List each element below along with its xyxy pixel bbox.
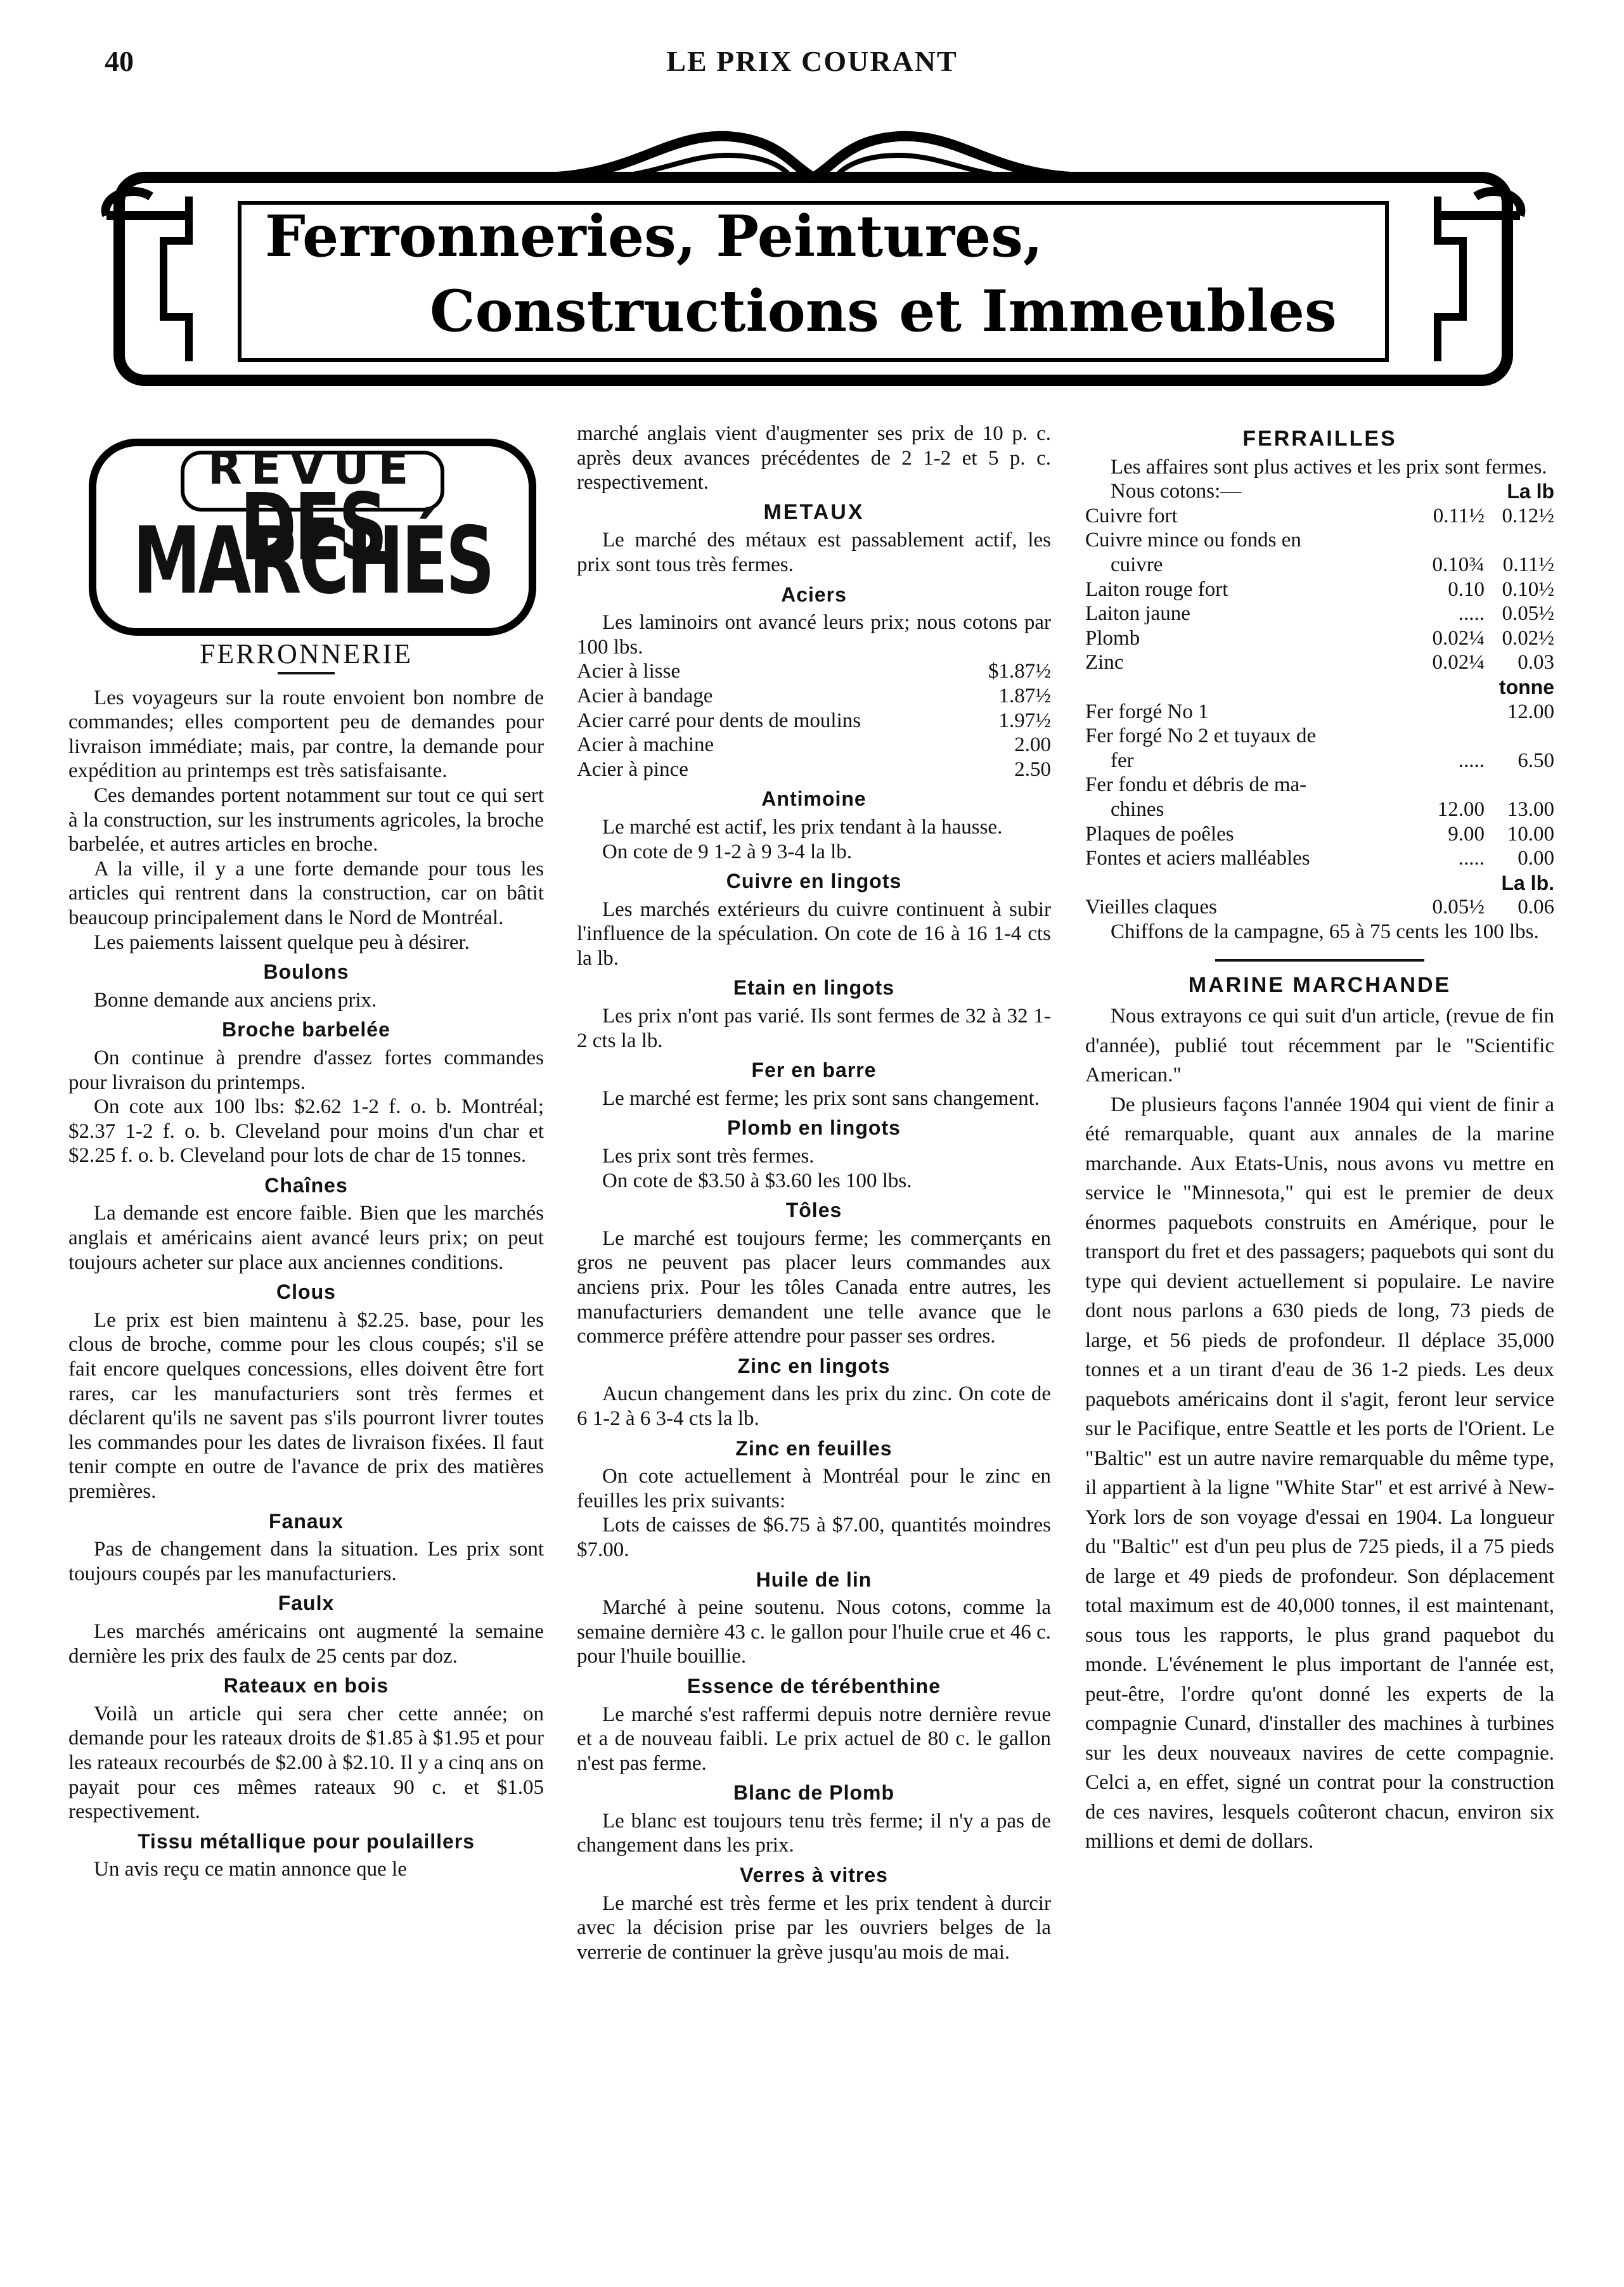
logo-line-1: REVUE <box>207 442 418 494</box>
subheading-zinc-feuilles: Zinc en feuilles <box>735 1436 893 1460</box>
paragraph: Voilà un article qui sera cher cette année; on demande pour les rateaux droits de $1.85 à $1.95 et pour les rateaux recourbés de $2.00 à $2.10. Il y a cinq ans on payait pour ces mêmes rateaux 90 c. et $1.05 respectivement. <box>68 1702 544 1824</box>
page-number: 40 <box>105 45 134 77</box>
divider <box>278 672 335 674</box>
section-title-ferrailles: FERRAILLES <box>1242 427 1397 451</box>
paragraph: Lots de caisses de $6.75 à $7.00, quantités moindres $7.00. <box>577 1514 1051 1561</box>
item-label: Acier à machine <box>577 733 714 757</box>
paragraph: Marché à peine soutenu. Nous cotons, comme la semaine dernière 43 c. le gallon pour l'huile crue et 46 c. pour l'huile bouillie. <box>577 1596 1051 1668</box>
price-max: 0.00 <box>1518 847 1554 870</box>
item-price: 2.00 <box>1014 733 1051 757</box>
paragraph: Le prix est bien maintenu à $2.25. base, pour les clous de broche, comme pour les clous coupés; s'il se fait encore quelques concessions, elles doivent être fort rares, car les manufacturiers sont très fermes et déclarent qu'ils ne savent pas s'ils pourront livrer toutes les commandes pour les dates de livraison fixées. Il faut tenir compte en outre de l'avance de prix des matières premières. <box>68 1308 544 1503</box>
item-label: Acier à pince <box>577 757 688 781</box>
column-metaux <box>577 422 1051 1964</box>
table-row <box>577 684 1051 709</box>
price-min: 0.11½ <box>1433 504 1485 527</box>
unit-label: tonne <box>1498 675 1554 699</box>
paragraph: Le marché s'est raffermi depuis notre dernière revue et a de nouveau faibli. Le prix actuel de 80 c. le gallon n'est pas ferme. <box>577 1703 1051 1775</box>
item-label: Plomb <box>1085 626 1140 650</box>
table-row <box>1085 528 1554 553</box>
paragraph: Les prix sont très fermes. <box>602 1145 815 1168</box>
subheading-tissu: Tissu métallique pour poulaillers <box>137 1829 475 1853</box>
banner-line-2: Constructions et Immeubles <box>430 278 1337 345</box>
logo-line-2: DES MARCHÉS <box>132 474 493 615</box>
table-row <box>1085 895 1554 920</box>
table-row <box>577 733 1051 757</box>
price-min: 0.02¼ <box>1432 651 1485 674</box>
subheading-fer: Fer en barre <box>751 1059 877 1082</box>
subheading-essence: Essence de térébenthine <box>686 1674 941 1698</box>
banner-line-1: Ferronneries, Peintures, <box>265 203 1043 270</box>
table-row <box>1085 602 1554 626</box>
paragraph: Les laminoirs ont avancé leurs prix; nous cotons par 100 lbs. <box>577 611 1051 659</box>
subheading-faulx: Faulx <box>278 1592 335 1615</box>
divider <box>1215 959 1424 962</box>
paragraph: Ces demandes portent notamment sur tout ce qui sert à la construction, sur les instruments agricoles, la broche barbelée, et autres articles en broche. <box>68 783 544 856</box>
aciers-price-table <box>577 659 1051 782</box>
price-max: 0.03 <box>1518 651 1554 674</box>
item-label: Laiton jaune <box>1085 602 1190 626</box>
subheading-zinc-lingots: Zinc en lingots <box>737 1354 891 1377</box>
price-min <box>1408 700 1485 725</box>
paragraph: Les voyageurs sur la route envoient bon nombre de commandes; elles comportent peu de demandes pour livraison immédiate; mais, par contre, la demande pour expédition au printemps est très satisfaisante. <box>68 686 544 783</box>
paragraph: Les marchés américains ont augmenté la semaine dernière les prix des faulx de 25 cents par doz. <box>68 1620 544 1668</box>
price-max: 0.06 <box>1518 896 1554 919</box>
item-label: Cuivre fort <box>1085 504 1178 527</box>
paragraph: Pas de changement dans la situation. Les prix sont toujours coupés par les manufacturiers. <box>68 1538 544 1585</box>
nous-cotons-label: Nous cotons:— <box>1111 480 1242 503</box>
item-label: Fer forgé No 2 et tuyaux de <box>1085 725 1317 748</box>
price-min: ..... <box>1458 602 1485 626</box>
paragraph: Un avis reçu ce matin annonce que le <box>94 1858 407 1881</box>
table-row <box>1085 846 1554 871</box>
item-label: Vieilles claques <box>1085 896 1217 919</box>
unit-label: La lb <box>1507 480 1554 503</box>
table-row <box>1085 700 1554 725</box>
price-max: 0.10½ <box>1502 577 1554 601</box>
paragraph: marché anglais vient d'augmenter ses prix de 10 p. c. après deux avances précédentes de 2 1-2 et 5 p. c. respectivement. <box>577 422 1051 494</box>
paragraph: Les affaires sont plus actives et les prix sont fermes. <box>1111 455 1547 479</box>
subheading-aciers: Aciers <box>781 583 847 606</box>
paragraph: Les paiements laissent quelque peu à désirer. <box>94 931 470 954</box>
paragraph: Le marché est ferme; les prix sont sans changement. <box>602 1086 1040 1110</box>
paragraph: Chiffons de la campagne, 65 à 75 cents les 100 lbs. <box>1111 920 1539 943</box>
item-label: Laiton rouge fort <box>1085 577 1228 601</box>
item-price: 1.97½ <box>998 709 1051 732</box>
price-min: 0.02¼ <box>1432 626 1485 650</box>
item-label: Acier à bandage <box>577 684 713 707</box>
table-row <box>1085 822 1554 847</box>
price-max: 0.12½ <box>1502 504 1554 527</box>
item-label: Plaques de poêles <box>1085 822 1234 846</box>
price-max: 0.05½ <box>1502 602 1554 626</box>
journal-title: LE PRIX COURANT <box>666 45 958 77</box>
item-label: Acier à lisse <box>577 660 681 683</box>
paragraph: Les prix n'ont pas varié. Ils sont fermes de 32 à 32 1-2 cts la lb. <box>577 1005 1051 1052</box>
paragraph: Le marché est très ferme et les prix tendent à durcir avec la décision prise par les ouvriers belges de la verrerie de continuer la grève jusqu'au mois de mai. <box>577 1891 1051 1964</box>
subheading-chaines: Chaînes <box>264 1173 348 1197</box>
price-min: ..... <box>1458 749 1485 772</box>
paragraph: On cote de 9 1-2 à 9 3-4 la lb. <box>602 840 853 863</box>
subheading-antimoine: Antimoine <box>761 787 867 811</box>
paragraph: On cote aux 100 lbs: $2.62 1-2 f. o. b. Montréal; $2.37 1-2 f. o. b. Cleveland pour moins d'un char et $2.25 f. o. b. Cleveland pour lots de char de 15 tonnes. <box>68 1095 544 1168</box>
subheading-boulons: Boulons <box>263 960 349 984</box>
item-label: chines <box>1111 797 1164 821</box>
unit-label: La lb. <box>1501 871 1554 894</box>
paragraph: Le marché est actif, les prix tendant à la hausse. <box>602 815 1003 839</box>
table-row <box>1085 626 1554 651</box>
paragraph: On cote actuellement à Montréal pour le zinc en feuilles les prix suivants: <box>577 1465 1051 1512</box>
item-label: Cuivre mince ou fonds en <box>1085 529 1301 552</box>
subheading-rateaux: Rateaux en bois <box>223 1674 389 1698</box>
section-banner <box>94 120 1533 399</box>
price-min: 0.05½ <box>1432 896 1485 919</box>
table-row <box>1085 749 1554 773</box>
subheading-fanaux: Fanaux <box>268 1509 344 1533</box>
table-row <box>577 757 1051 782</box>
subheading-verres: Verres à vitres <box>740 1864 888 1887</box>
price-max: 12.00 <box>1507 700 1554 723</box>
price-max <box>1485 724 1554 749</box>
vieilles-claques-row <box>1085 895 1554 920</box>
item-price: 1.87½ <box>998 684 1051 707</box>
column-ferrailles-marine <box>1085 422 1554 1857</box>
item-label: Zinc <box>1085 651 1124 674</box>
table-row <box>577 659 1051 684</box>
running-header <box>0 41 1624 79</box>
subheading-clous: Clous <box>276 1280 336 1304</box>
price-min <box>1408 773 1485 797</box>
table-row <box>1085 797 1554 822</box>
column-ferronnerie <box>68 437 544 1882</box>
table-row <box>577 709 1051 733</box>
subheading-toles: Tôles <box>785 1199 842 1222</box>
table-row <box>1085 724 1554 749</box>
item-label: cuivre <box>1111 553 1163 576</box>
item-label: Fer fondu et débris de ma- <box>1085 773 1307 797</box>
price-max: 6.50 <box>1518 749 1554 772</box>
units-row <box>1085 479 1554 504</box>
paragraph: Le marché est toujours ferme; les commerçants en gros ne peuvent pas placer leurs commandes aux anciens prix. Pour les tôles Canada entre autres, les manufacturiers demandent une telle avance que le commerce préfère attendre pour passer ses ordres. <box>577 1227 1051 1348</box>
item-label: Fontes et aciers malléables <box>1085 847 1310 870</box>
item-label: Fer forgé No 1 <box>1085 700 1209 723</box>
table-row <box>1085 773 1554 797</box>
price-min: 0.10¾ <box>1432 553 1485 576</box>
paragraph: Aucun changement dans les prix du zinc. On cote de 6 1-2 à 6 3-4 cts la lb. <box>577 1382 1051 1430</box>
paragraph: A la ville, il y a une forte demande pour tous les articles qui rentrent dans la construction, car on bâtit beaucoup principalement dans le Nord de Montréal. <box>68 857 544 929</box>
item-price: $1.87½ <box>988 660 1051 683</box>
marine-article <box>1085 1002 1554 1857</box>
paragraph: Le marché des métaux est passablement actif, les prix sont tous très fermes. <box>577 529 1051 576</box>
scrap-price-table-ton <box>1085 700 1554 871</box>
revue-des-marches-logo <box>87 437 538 637</box>
item-label: Acier carré pour dents de moulins <box>577 709 861 732</box>
section-title-ferronnerie: FERRONNERIE <box>199 638 413 669</box>
subheading-huile: Huile de lin <box>756 1568 872 1591</box>
price-max: 10.00 <box>1507 822 1554 846</box>
table-row <box>1085 553 1554 577</box>
section-title-marine: MARINE MARCHANDE <box>1188 973 1452 998</box>
item-price: 2.50 <box>1014 757 1051 781</box>
table-row <box>1085 577 1554 602</box>
price-max: 0.11½ <box>1502 553 1554 576</box>
paragraph: Le blanc est toujours tenu très ferme; il n'y a pas de changement dans les prix. <box>577 1809 1051 1857</box>
price-min <box>1408 528 1485 553</box>
item-label: fer <box>1111 749 1134 772</box>
subheading-blanc: Blanc de Plomb <box>733 1781 895 1805</box>
price-max: 13.00 <box>1507 797 1554 821</box>
paragraph: La demande est encore faible. Bien que les marchés anglais et américains aient avancé leurs prix; on peut toujours acheter sur place aux anciennes conditions. <box>68 1202 544 1274</box>
price-min <box>1408 724 1485 749</box>
price-min: 0.10 <box>1448 577 1485 601</box>
paragraph: De plusieurs façons l'année 1904 qui vient de finir a été remarquable, quant aux annales de la marine marchande. Aux Etats-Unis, nous avons vu mettre en service le "Minnesota," qui est le premier de deux énormes paquebots construits en Amérique, pour le transport du fret et des passagers; paquebots qui sont du type qui devient actuellement si populaire. Le navire dont nous parlons a 630 pieds de long, 73 pieds de large, et 56 pieds de profondeur. Il déplace 35,000 tonnes et a un tirant d'eau de 36 1-2 pieds. Les deux paquebots américains dont il s'agit, feront leur service sur le Pacifique, entre Seattle et les ports de l'Orient. Le "Baltic" est un autre navire remarquable du même type, il appartient à la ligne "White Star" et est arrivé à New-York lors de son voyage d'essai en 1904. La longueur du "Baltic" est d'un peu plus de 725 pieds, il a 75 pieds de large et 49 pieds de profondeur. Son déplacement total maximum est de 40,000 tonnes, il est maintenant, sous tous les rapports, le plus grand paquebot du monde. L'événement le plus important de l'année est, peut-être, l'ordre qu'ont donné les experts de la compagnie Cunard, d'installer des machines à turbines sur les deux nouveaux navires de cette compagnie. Celci a, en effet, signé un contrat pour la construction de ces navires, lesquels coûteront chacun, environ six millions et demi de dollars. <box>1085 1093 1554 1853</box>
table-row <box>1085 504 1554 529</box>
price-max: 0.02½ <box>1502 626 1554 650</box>
subheading-cuivre: Cuivre en lingots <box>726 870 902 893</box>
price-min: 9.00 <box>1448 822 1485 846</box>
subheading-broche: Broche barbelée <box>222 1018 390 1041</box>
subheading-plomb: Plomb en lingots <box>727 1116 901 1140</box>
price-max <box>1485 528 1554 553</box>
paragraph: On cote de $3.50 à $3.60 les 100 lbs. <box>602 1169 912 1192</box>
price-max <box>1485 773 1554 797</box>
paragraph: On continue à prendre d'assez fortes commandes pour livraison du printemps. <box>68 1046 544 1094</box>
subheading-etain: Etain en lingots <box>733 976 895 1000</box>
price-min: 12.00 <box>1437 797 1485 821</box>
paragraph: Les marchés extérieurs du cuivre continuent à subir l'influence de la spéculation. On cote de 16 à 16 1-4 cts la lb. <box>577 898 1051 970</box>
price-min: ..... <box>1458 847 1485 870</box>
scrap-price-table-lb <box>1085 504 1554 675</box>
paragraph: Bonne demande aux anciens prix. <box>94 988 377 1012</box>
paragraph: Nous extrayons ce qui suit d'un article, (revue de fin d'année), publié tout récemment par le "Scientific American." <box>1085 1005 1554 1087</box>
table-row <box>1085 650 1554 675</box>
section-title-metaux: METAUX <box>763 499 865 524</box>
